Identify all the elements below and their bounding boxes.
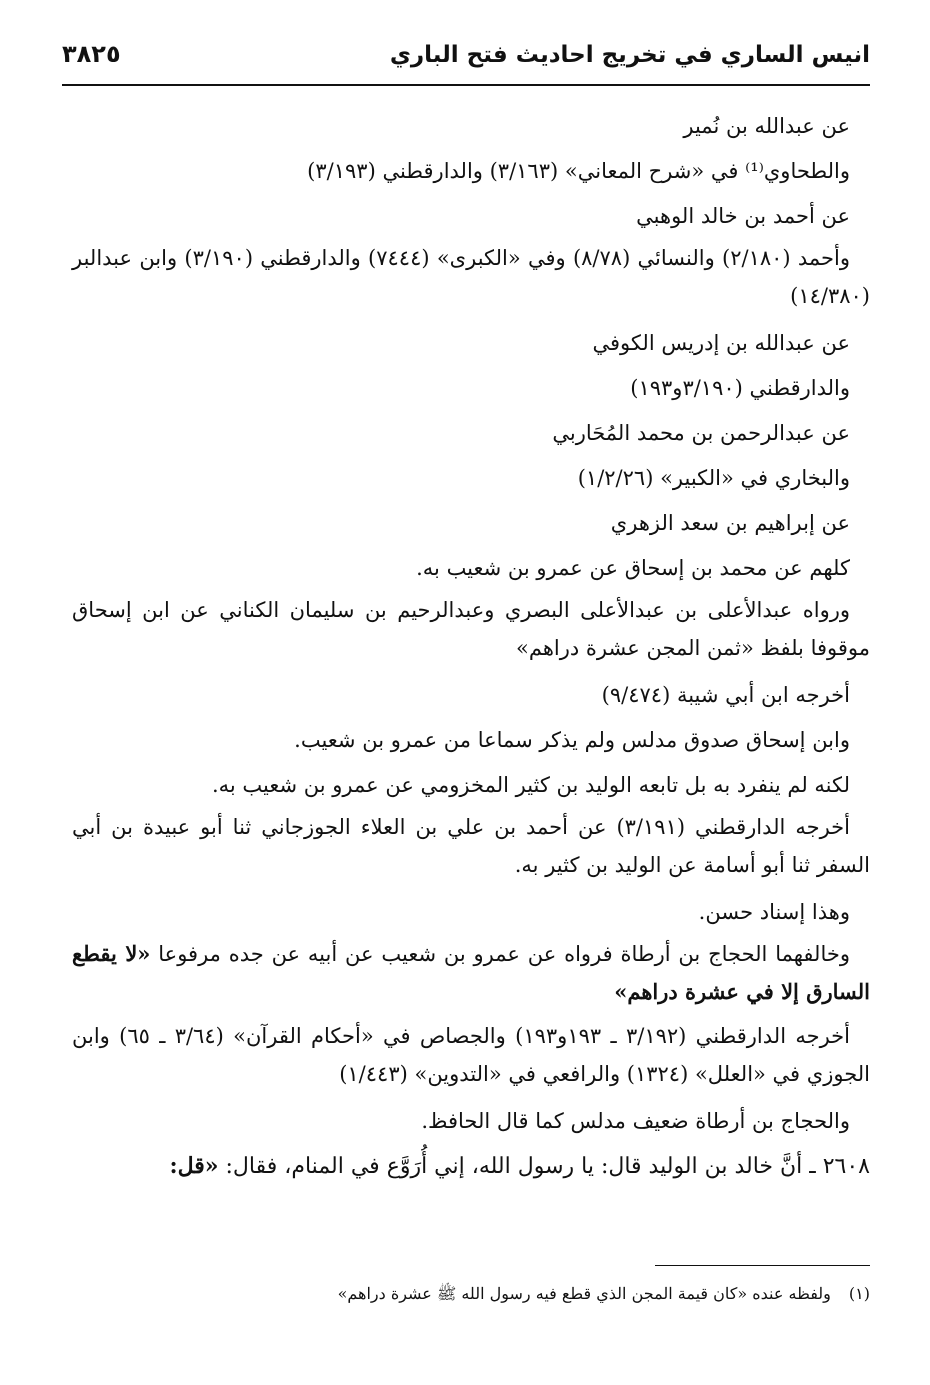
footnote-divider: [655, 1265, 870, 1266]
text-line: كلهم عن محمد بن إسحاق عن عمرو بن شعيب به.: [416, 556, 850, 580]
hadith-line: [72, 1144, 870, 1189]
text-line: عن إبراهيم بن سعد الزهري: [610, 511, 850, 535]
text-line: وابن إسحاق صدوق مدلس ولم يذكر سماعا من عمرو بن شعيب.: [294, 728, 850, 752]
text-paragraph: أخرجه الدارقطني (٣/١٩٢ ـ ١٩٣و١٩٣) والجصاص في «أحكام القرآن» (٣/٦٤ ـ ٦٥) وابن الجوزي في «العلل» (١٣٢٤) والرافعي في «التدوين» (١/٤٤٣): [72, 1024, 870, 1086]
text-paragraph: أخرجه الدارقطني (٣/١٩١) عن أحمد بن علي بن العلاء الجوزجاني ثنا أبو عبيدة بن أبي السفر ثنا أبو أسامة عن الوليد بن كثير به.: [72, 815, 870, 877]
text-line: لكنه لم ينفرد به بل تابعه الوليد بن كثير المخزومي عن عمرو بن شعيب به.: [211, 773, 850, 797]
text-paragraph: وأحمد (٢/١٨٠) والنسائي (٨/٧٨) وفي «الكبرى» (٧٤٤٤) والدارقطني (٣/١٩٠) وابن عبدالبر (١٤/٣٨٠): [72, 246, 870, 308]
quoted-hadith: «لا يقطع السارق إلا في عشرة دراهم»: [72, 941, 870, 1004]
paragraph-text: وخالفهما الحجاج بن أرطاة فرواه عن عمرو بن شعيب عن أبيه عن جده مرفوعا: [158, 942, 850, 966]
text-line: والطحاوي⁽¹⁾ في «شرح المعاني» (٣/١٦٣) والدارقطني (٣/١٩٣): [307, 159, 850, 183]
text-line: وهذا إسناد حسن.: [698, 900, 850, 924]
text-paragraph: [72, 935, 870, 1011]
text-line: عن عبدالله بن إدريس الكوفي: [592, 331, 850, 355]
text-paragraph: ورواه عبدالأعلى بن عبدالأعلى البصري وعبدالرحيم بن سليمان الكناني عن ابن إسحاق موقوفا بلفظ «ثمن المجن عشرة دراهم»: [72, 598, 870, 660]
text-line: عن عبدالله بن نُمير: [683, 114, 850, 138]
footnote-mark: (١): [848, 1284, 870, 1303]
main-text: [72, 104, 870, 1189]
text-line: والحجاج بن أرطاة ضعيف مدلس كما قال الحافظ.: [421, 1109, 850, 1133]
quoted-hadith: «قل:: [169, 1153, 219, 1179]
footnote: [260, 1284, 870, 1307]
text-line: والبخاري في «الكبير» (١/٢/٢٦): [577, 466, 850, 490]
running-header: [62, 38, 870, 82]
book-title: انيس الساري في تخريج احاديث فتح الباري: [389, 42, 870, 68]
header-divider: [62, 84, 870, 86]
text-line: والدارقطني (٣/١٩٠و١٩٣): [630, 376, 850, 400]
text-line: عن أحمد بن خالد الوهبي: [636, 204, 850, 228]
text-line: أخرجه ابن أبي شيبة (٩/٤٧٤): [601, 683, 850, 707]
hadith-text: ٢٦٠٨ ـ أنَّ خالد بن الوليد قال: يا رسول الله، إني أُرَوَّع في المنام، فقال:: [225, 1154, 870, 1179]
text-line: عن عبدالرحمن بن محمد المُحَاربي: [552, 421, 850, 445]
footnote-text: ولفظه عنده «كان قيمة المجن الذي قطع فيه رسول الله ﷺ عشرة دراهم»: [337, 1284, 831, 1303]
page-number: ٣٨٢٥: [62, 40, 121, 68]
